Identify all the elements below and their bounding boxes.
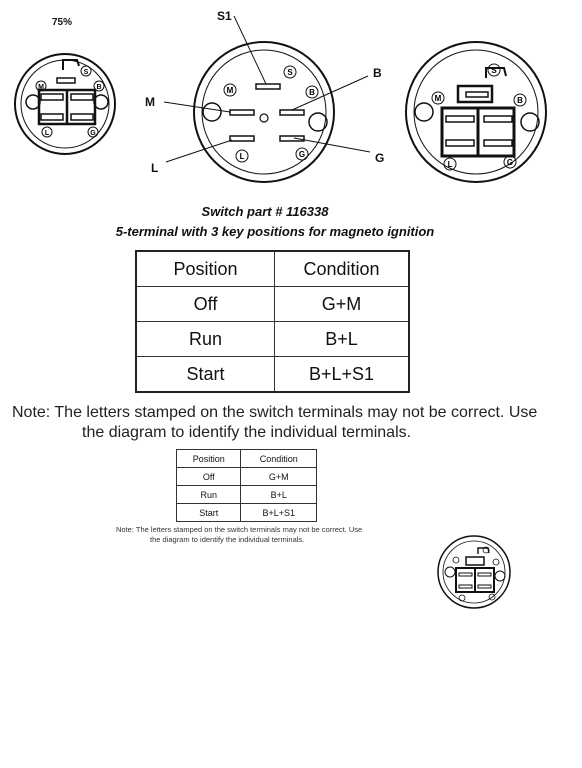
table-header-row: [177, 450, 317, 468]
terminal-b-label: B: [309, 88, 315, 97]
terminal-m-label: M: [226, 86, 234, 95]
table-cell: B+L+S1: [275, 357, 410, 393]
table-header-condition: Condition: [241, 450, 317, 468]
terminal-m-label: M: [38, 84, 44, 91]
table-row: [136, 322, 409, 357]
switch-center: [164, 16, 370, 182]
terminal-m-label: M: [434, 94, 442, 103]
note-small-line-2: the diagram to identify the individual terminals.: [150, 535, 305, 544]
terminal-b-label: B: [96, 84, 102, 91]
table-row: [177, 504, 317, 522]
note-small: [116, 525, 416, 545]
terminal-g-label: G: [90, 130, 96, 137]
callout-b: B: [373, 66, 382, 80]
terminal-b-label: B: [517, 96, 523, 105]
terminal-s-label: S: [491, 66, 497, 75]
switch-small-bottom: [430, 532, 520, 612]
table-cell: Start: [136, 357, 275, 393]
table-header-position: Position: [136, 251, 275, 287]
terminal-g-label: G: [506, 158, 514, 167]
note-line-2: the diagram to identify the individual terminals.: [82, 424, 412, 441]
table-cell: B+L: [275, 322, 410, 357]
table-cell: Off: [136, 287, 275, 322]
switch-diagrams: [0, 0, 582, 200]
table-cell: Start: [177, 504, 241, 522]
part-title: Switch part # 116338: [201, 204, 329, 219]
note-small-line-1: Note: The letters stamped on the switch terminals may not be correct. Use: [116, 525, 363, 534]
callout-m: M: [145, 95, 155, 109]
terminal-l-label: L: [447, 160, 453, 169]
table-header-condition: Condition: [275, 251, 410, 287]
callout-g: G: [375, 151, 385, 165]
table-row: [136, 357, 409, 393]
table-row: [177, 486, 317, 504]
table-cell: Off: [177, 468, 241, 486]
terminal-s-label: S: [287, 68, 293, 77]
terminal-s-label: S: [83, 69, 89, 76]
terminal-l-label: L: [239, 152, 245, 161]
terminal-l-label: L: [44, 130, 50, 137]
table-cell: G+M: [275, 287, 410, 322]
table-cell: G+M: [241, 468, 317, 486]
table-header-position: Position: [177, 450, 241, 468]
table-cell: Run: [136, 322, 275, 357]
callout-l: L: [151, 161, 159, 175]
terminal-g-label: G: [298, 150, 306, 159]
callout-s1: S1: [217, 9, 232, 23]
scale-label: 75%: [52, 17, 73, 28]
table-cell: Run: [177, 486, 241, 504]
condition-table: [135, 250, 410, 393]
switch-small-left: [15, 54, 115, 154]
part-subtitle: 5-terminal with 3 key positions for magneto ignition: [115, 224, 435, 239]
condition-table-small: [176, 449, 317, 522]
table-header-row: [136, 251, 409, 287]
switch-right: [406, 42, 546, 182]
table-cell: B+L+S1: [241, 504, 317, 522]
table-row: [177, 468, 317, 486]
note-line-1: Note: The letters stamped on the switch terminals may not be correct. Use: [12, 404, 538, 421]
note-large: [12, 403, 572, 443]
table-cell: B+L: [241, 486, 317, 504]
table-row: [136, 287, 409, 322]
